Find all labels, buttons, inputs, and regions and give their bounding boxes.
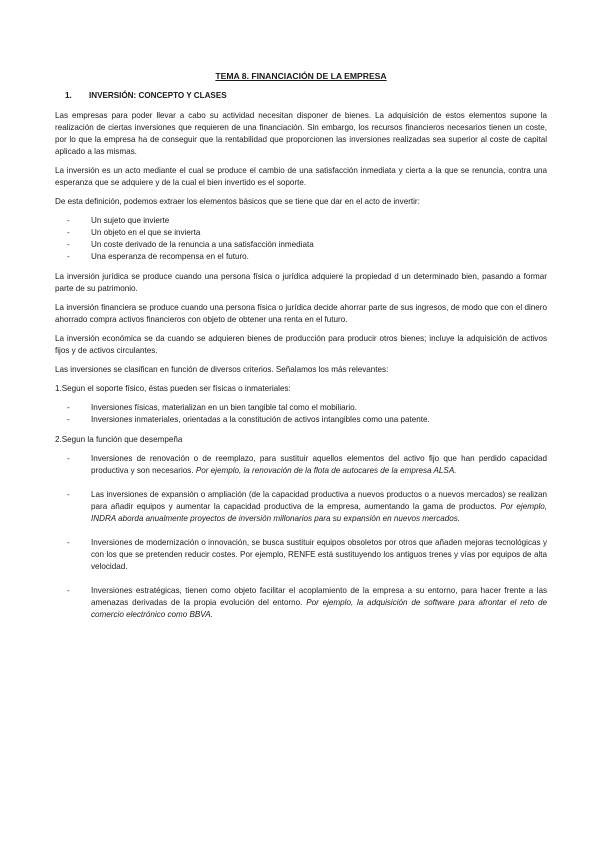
- paragraph-intro: Las empresas para poder llevar a cabo su actividad necesitan disponer de bienes. La adquisición de estos elementos supone la realización de ciertas inversiones que requieren de una financiación. Sin embargo, los recursos financieros necesarios tienen un coste, por lo que la empresa ha de conseguir que la rentabilidad que proporcionen las inversiones realizadas sea superior al coste de capital aplicado a las mismas.: [55, 111, 547, 156]
- list-item: - Un objeto en el que se invierta: [67, 228, 201, 237]
- paragraph-inversion-financiera: La inversión financiera se produce cuando una persona física o jurídica decide ahorrar parte de sus ingresos, de modo que con el dinero ahorrado compra activos financieros con objeto de obtener una renta en el futuro.: [55, 303, 547, 324]
- funcion-list: [55, 453, 547, 621]
- document-content: [55, 70, 547, 633]
- list-item: - Inversiones de renovación o de reemplazo, para sustituir aquellos elementos del activo fijo que han perdido capacidad productiva y son necesarios. Por ejemplo, la renovación de la flota de autocares de la empresa ALSA.: [67, 454, 547, 475]
- criterion-soporte-fisico: 1.Segun el soporte físico, éstas pueden ser físicas o inmateriales:: [55, 384, 291, 393]
- section-label: INVERSIÓN: CONCEPTO Y CLASES: [89, 91, 227, 100]
- dash-marker: -: [67, 216, 70, 225]
- elements-list: [55, 215, 547, 263]
- dash-marker: -: [67, 490, 70, 499]
- paragraph-elements-lead: De esta definición, podemos extraer los elementos básicos que se tiene que dar en el acto de invertir:: [55, 197, 420, 206]
- paragraph-inversion-juridica: La inversión jurídica se produce cuando una persona física o jurídica adquiere la propiedad d un determinado bien, pasando a formar parte de su patrimonio.: [55, 272, 547, 293]
- list-item: - Las inversiones de expansión o ampliación (de la capacidad productiva a nuevos productos o a nuevos mercados) se realizan para añadir equipos y aumentar la capacidad productiva de la empresa, aumentando la gama de productos. Por ejemplo, INDRA aborda anualmente proyectos de inversión millonarios para su expansión en nuevos mercados.: [67, 490, 548, 523]
- section-number: 1.: [65, 91, 72, 100]
- document-title: TEMA 8. FINANCIACIÓN DE LA EMPRESA: [215, 71, 387, 81]
- dash-marker: -: [67, 240, 70, 249]
- dash-marker: -: [67, 252, 70, 261]
- example-text: Por ejemplo, la renovación de la flota de autocares de la empresa ALSA.: [195, 466, 457, 475]
- dash-marker: -: [67, 538, 70, 547]
- section-heading: [65, 90, 547, 102]
- list-item: - Inversiones estratégicas, tienen como objeto facilitar el acoplamiento de la empresa a su entorno, para hacer frente a las amenazas derivadas de la propia evolución del entorno. Por ejemplo, la adquisición de software para afrontar el reto de comercio electrónico como BBVA.: [67, 586, 547, 619]
- list-item: - Una esperanza de recompensa en el futuro.: [67, 252, 249, 261]
- list-item: - Un sujeto que invierte: [67, 216, 170, 225]
- paragraph-clasificacion: Las inversiones se clasifican en función de diversos criterios. Señalamos los más relevantes:: [55, 365, 389, 374]
- criterion-funcion: 2.Segun la función que desempeña: [55, 435, 183, 444]
- example-text: Por ejemplo, la adquisición de software para afrontar el reto de comercio electrónico como BBVA.: [91, 598, 547, 619]
- list-item: - Inversiones físicas, materializan en un bien tangible tal como el mobiliario.: [67, 403, 357, 412]
- dash-marker: -: [67, 415, 70, 424]
- dash-marker: -: [67, 586, 70, 595]
- list-item: - Un coste derivado de la renuncia a una satisfacción inmediata: [67, 240, 314, 249]
- list-item: - Inversiones de modernización o innovación, se busca sustituir equipos obsoletos por otros que añaden mejoras tecnológicas y con los que se pretenden reducir costes. Por ejemplo, RENFE está sustituyendo los antiguos trenes y vías por equipos de alta velocidad.: [67, 538, 547, 571]
- dash-marker: -: [67, 403, 70, 412]
- dash-marker: -: [67, 228, 70, 237]
- soporte-list: [55, 402, 547, 426]
- paragraph-inversion-economica: La inversión económica se da cuando se adquieren bienes de producción para producir otros bienes; incluye la adquisición de activos fijos y de activos circulantes.: [55, 334, 547, 355]
- list-item: - Inversiones inmateriales, orientadas a la constitución de activos intangibles como una patente.: [67, 415, 430, 424]
- example-text: Por ejemplo, INDRA aborda anualmente proyectos de inversión millonarios para su expansión en nuevos mercados.: [91, 502, 548, 523]
- dash-marker: -: [67, 454, 70, 463]
- paragraph-definition: La inversión es un acto mediante el cual se produce el cambio de una satisfacción inmediata y cierta a la que se renuncia, contra una esperanza que se adquiere y de la cual el bien invertido es el soporte.: [55, 166, 547, 187]
